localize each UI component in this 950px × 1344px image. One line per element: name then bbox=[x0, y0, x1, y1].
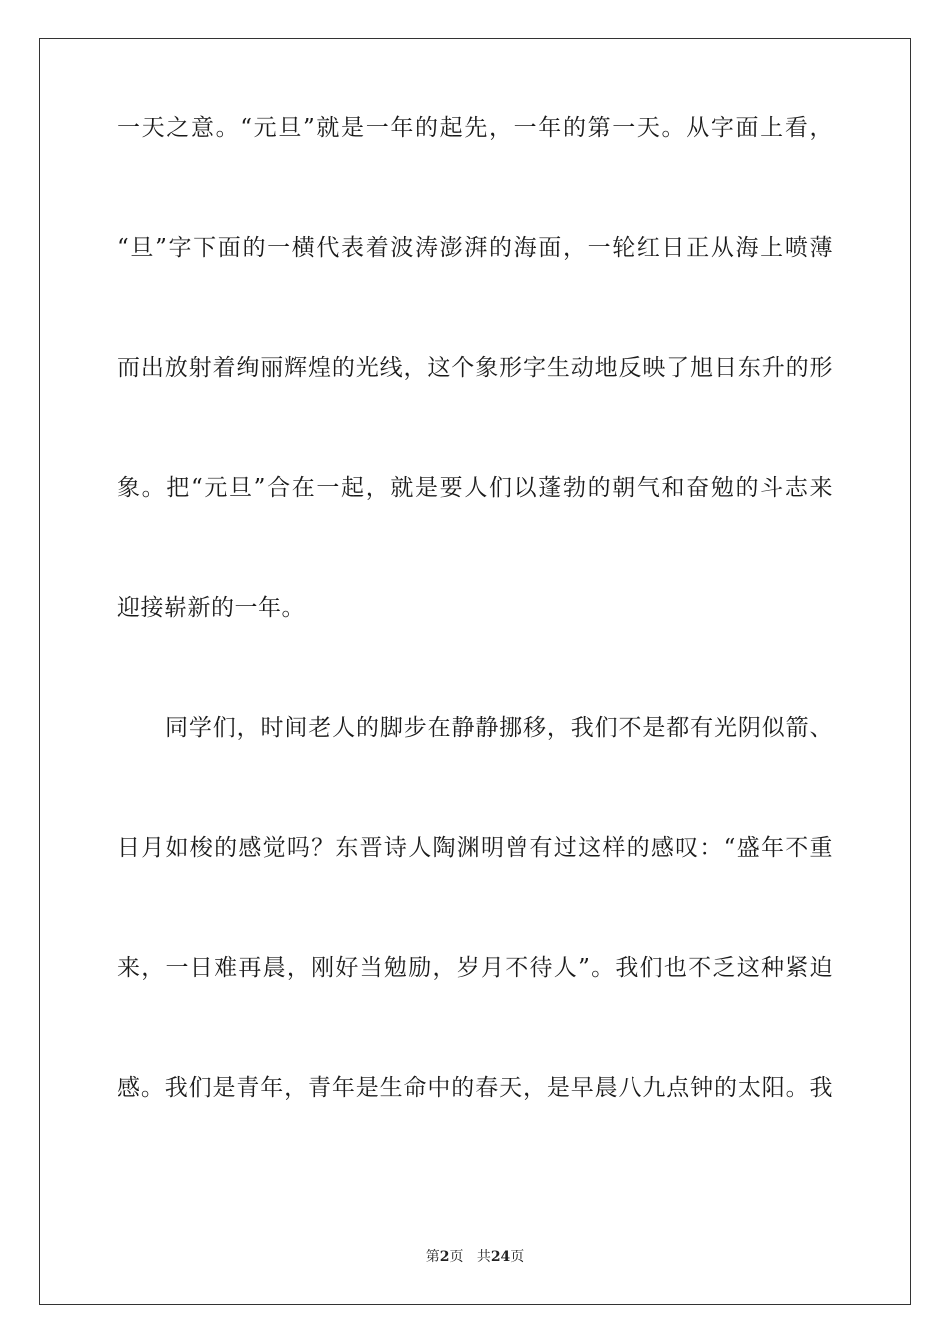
text-line: “旦”字下面的一横代表着波涛澎湃的海面，一轮红日正从海上喷薄 bbox=[117, 235, 833, 261]
document-body bbox=[117, 104, 833, 1184]
text-line: 感。我们是青年，青年是生命中的春天，是早晨八九点钟的太阳。我 bbox=[117, 1075, 833, 1101]
total-suffix: 页 bbox=[510, 1249, 525, 1265]
text-line: 来，一日难再晨，刚好当勉励，岁月不待人”。我们也不乏这种紧迫 bbox=[117, 955, 833, 981]
text-line: 日月如梭的感觉吗？东晋诗人陶渊明曾有过这样的感叹：“盛年不重 bbox=[117, 835, 833, 861]
total-pages: 24 bbox=[490, 1249, 511, 1265]
page-number: 2 bbox=[439, 1249, 450, 1265]
text-line: 象。把“元旦”合在一起，就是要人们以蓬勃的朝气和奋勉的斗志来 bbox=[117, 475, 833, 501]
page-suffix: 页 bbox=[449, 1249, 464, 1265]
text-line: 一天之意。“元旦”就是一年的起先，一年的第一天。从字面上看， bbox=[117, 115, 833, 141]
text-line: 而出放射着绚丽辉煌的光线，这个象形字生动地反映了旭日东升的形 bbox=[117, 355, 833, 381]
page-footer bbox=[0, 1246, 950, 1266]
text-line: 迎接崭新的一年。 bbox=[117, 595, 305, 621]
paragraph-first-line: 同学们，时间老人的脚步在静静挪移，我们不是都有光阴似箭、 bbox=[165, 715, 833, 741]
total-prefix: 共 bbox=[476, 1249, 491, 1265]
page-prefix: 第 bbox=[425, 1249, 440, 1265]
